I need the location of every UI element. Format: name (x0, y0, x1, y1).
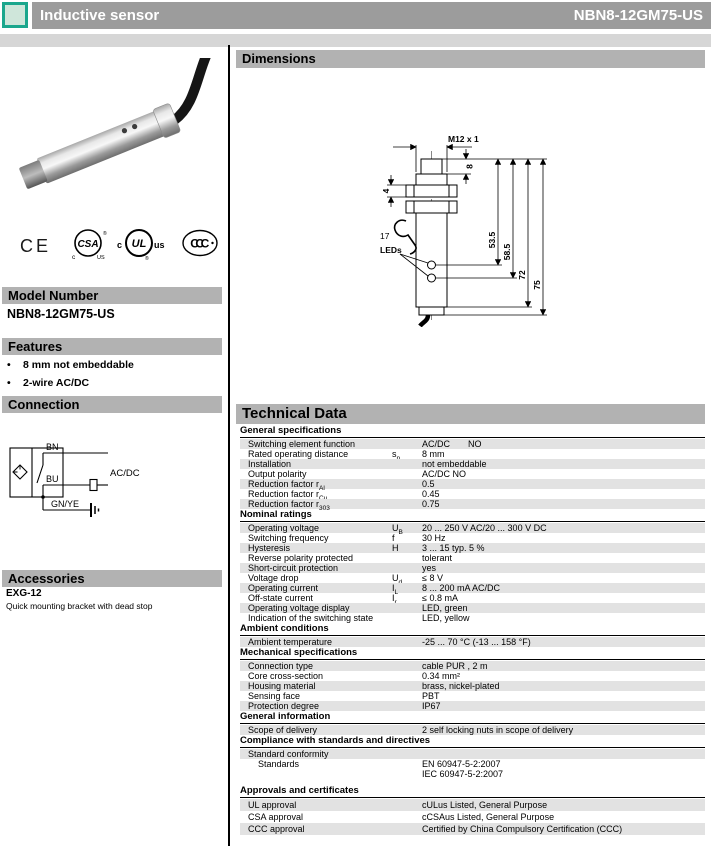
spec-row (240, 439, 705, 449)
cul-us-mark-icon (117, 230, 165, 262)
spec-row (240, 759, 705, 779)
spec-value: 3 ... 15 typ. 5 % (422, 543, 485, 553)
spec-label: Connection type (248, 661, 314, 671)
spec-section-title: Compliance with standards and directives (240, 735, 705, 748)
dim-75-label: 75 (532, 280, 542, 290)
spec-value: not embeddable (422, 459, 487, 469)
spec-label: Hysteresis (248, 543, 291, 553)
page-header (0, 2, 711, 29)
spec-value: -25 ... 70 °C (-13 ... 158 °F) (422, 637, 531, 647)
dim-58-5-label: 58.5 (502, 243, 512, 261)
spec-section (240, 711, 705, 735)
spec-symbol: s (392, 449, 397, 459)
spec-label: Operating voltage (248, 523, 320, 533)
header-substrip (0, 34, 711, 47)
accessory-name: EXG-12 (6, 588, 42, 599)
spec-value: Certified by China Compulsory Certification (CCC) (422, 824, 623, 834)
feature-item: • 2-wire AC/DC (7, 377, 90, 389)
spec-value: 2 self locking nuts in scope of delivery (422, 725, 574, 735)
spec-label: Reduction factor $r_{303}$ (248, 499, 330, 512)
spec-row (240, 691, 705, 701)
svg-text:®: ® (145, 256, 149, 262)
spec-label: Output polarity (248, 469, 307, 479)
leds-label: LEDs (380, 245, 402, 255)
spec-section-title: Mechanical specifications (240, 647, 705, 660)
spec-row (240, 489, 705, 499)
spec-section (240, 623, 705, 647)
brand-logo (0, 0, 32, 32)
spec-value: 0.5 (422, 479, 435, 489)
load-symbol (90, 480, 97, 491)
spec-row (240, 681, 705, 691)
dim-8-label: 8 (464, 164, 475, 169)
spec-row (240, 603, 705, 613)
spec-label: Sensing face (248, 691, 301, 701)
svg-text:CSA: CSA (77, 239, 99, 250)
spec-row (240, 637, 705, 647)
connection-diagram (8, 428, 168, 524)
spec-value: 30 Hz (422, 533, 446, 543)
spec-section-title: Nominal ratings (240, 509, 705, 522)
spec-row (240, 701, 705, 711)
spec-row (240, 459, 705, 469)
spec-label: Scope of delivery (248, 725, 318, 735)
spec-label: Switching frequency (248, 533, 329, 543)
spec-label: Protection degree (248, 701, 320, 711)
spec-row (240, 613, 705, 623)
spec-section (240, 425, 705, 512)
spec-label: Off-state current (248, 593, 313, 603)
spec-label: Core cross-section (248, 671, 324, 681)
supply-label: AC/DC (110, 468, 140, 479)
spec-value: cable PUR , 2 m (422, 661, 488, 671)
spec-symbol: H (392, 543, 399, 553)
sensor-outline (406, 159, 457, 315)
spec-label: Installation (248, 459, 292, 469)
spec-section-title: Ambient conditions (240, 623, 705, 636)
spec-label: Reverse polarity protected (248, 553, 354, 563)
switch-symbol (37, 465, 43, 483)
spec-value: 8 mm (422, 449, 445, 459)
spec-symbol: f (392, 533, 395, 543)
csa-mark-icon (72, 230, 107, 261)
model-number-heading: Model Number (2, 287, 222, 304)
ce-mark-icon: CE (20, 236, 52, 256)
spec-row (240, 725, 705, 735)
ground-symbol (91, 503, 99, 517)
junction-dot (41, 495, 45, 499)
spec-section-title: General information (240, 711, 705, 724)
accessory-description: Quick mounting bracket with dead stop (6, 601, 153, 611)
spec-row (240, 469, 705, 479)
spec-row (240, 563, 705, 573)
technical-data-heading: Technical Data (236, 404, 705, 424)
spec-row (240, 449, 705, 459)
spec-row (240, 799, 705, 811)
spec-symbol: $U_B$ (392, 523, 403, 536)
svg-text:c: c (117, 240, 123, 250)
spec-label: Operating voltage display (248, 603, 350, 613)
spec-row (240, 593, 705, 603)
led-indicator (428, 261, 436, 269)
led-indicator (428, 274, 436, 282)
spec-row (240, 573, 705, 583)
svg-text:c: c (72, 254, 76, 261)
cable (420, 315, 428, 326)
threaded-barrel (416, 213, 447, 307)
spec-value: 20 ... 250 V AC/20 ... 300 V DC (422, 523, 547, 533)
spec-row (240, 823, 705, 835)
spec-value: 0.34 mm² (422, 671, 461, 681)
spec-value: brass, nickel-plated (422, 681, 500, 691)
wire-label-bu: BU (46, 474, 59, 484)
spec-row (240, 479, 705, 492)
spec-value: cULus Listed, General Purpose (422, 800, 548, 810)
spec-value: tolerant (422, 553, 453, 563)
spec-label: Standards (258, 759, 300, 769)
header-model-number: NBN8-12GM75-US (573, 7, 703, 24)
spec-section (240, 647, 705, 711)
spec-value: LED, yellow (422, 613, 470, 623)
spec-value: ≤ 0.8 mA (422, 593, 458, 603)
certification-logos (10, 224, 222, 264)
spec-row (240, 583, 705, 596)
product-photo (10, 58, 215, 220)
bullet-icon: • (7, 377, 11, 389)
wrench-size-label: 17 (380, 231, 390, 241)
features-heading: Features (2, 338, 222, 355)
svg-text:US: US (97, 255, 105, 261)
svg-text:us: us (154, 240, 165, 250)
dim-72-label: 72 (517, 270, 527, 280)
feature-item: • 8 mm not embeddable (7, 359, 134, 371)
spec-value: yes (422, 563, 437, 573)
accessories-heading: Accessories (2, 570, 222, 587)
spec-section (240, 735, 705, 779)
spec-label: Voltage drop (248, 573, 299, 583)
sensor-body (10, 58, 215, 193)
spec-value: 0.75 (422, 499, 440, 509)
spec-value: AC/DC NO (422, 469, 467, 479)
spec-row (240, 749, 705, 759)
spec-label: CSA approval (248, 812, 304, 822)
features-list (7, 359, 219, 395)
dimension-drawing (378, 125, 560, 327)
spec-row (240, 499, 705, 512)
connection-heading: Connection (2, 396, 222, 413)
svg-text:UL: UL (131, 238, 147, 250)
spec-value: ≤ 8 V (422, 573, 443, 583)
bullet-icon: • (7, 359, 11, 371)
spec-label: Operating current (248, 583, 319, 593)
spec-value-2: NO (468, 439, 482, 449)
dim-53-5-label: 53.5 (487, 231, 497, 249)
spec-section (240, 509, 705, 623)
technical-data-table (240, 425, 705, 835)
page-title: Inductive sensor (40, 7, 160, 24)
dim-4-label: 4 (381, 188, 391, 194)
spec-value: 0.45 (422, 489, 440, 499)
spec-row (240, 661, 705, 671)
spec-value: 8 ... 200 mA AC/DC (422, 583, 501, 593)
spec-row (240, 811, 705, 823)
wire-label-bn: BN (46, 442, 59, 452)
spec-row (240, 533, 705, 543)
svg-text:CCC: CCC (190, 236, 206, 251)
spec-value: PBT (422, 691, 440, 701)
spec-label: Standard conformity (248, 749, 329, 759)
spec-label: Housing material (248, 681, 316, 691)
thread-label: M12 x 1 (448, 134, 479, 144)
wire-label-gnye: GN/YE (51, 499, 80, 509)
dimensions-heading: Dimensions (236, 50, 705, 68)
column-divider (228, 45, 230, 846)
spec-symbol: U (392, 573, 399, 583)
spec-label: Switching element function (248, 439, 356, 449)
dimension-lines (387, 145, 547, 315)
spec-label: CCC approval (248, 824, 305, 834)
spec-symbol: $I_L$ (392, 583, 399, 596)
spec-section (240, 785, 705, 835)
spec-value: LED, green (422, 603, 468, 613)
spec-value: cCSAus Listed, General Purpose (422, 812, 555, 822)
brand-logo-icon (2, 2, 28, 28)
model-number-value: NBN8-12GM75-US (7, 307, 115, 321)
spec-label: UL approval (248, 800, 297, 810)
spec-value: AC/DC (422, 439, 451, 449)
svg-text:®: ® (103, 231, 107, 237)
spec-section-title: General specifications (240, 425, 705, 438)
spec-label: Reduction factor r (248, 489, 320, 499)
spec-value: EN 60947-5-2:2007 IEC 60947-5-2:2007 (422, 759, 504, 779)
spec-row (240, 553, 705, 563)
spec-row (240, 671, 705, 681)
spec-label: Rated operating distance (248, 449, 349, 459)
spec-symbol: I (392, 593, 395, 603)
spec-section-title: Approvals and certificates (240, 785, 705, 798)
spec-label: Ambient temperature (248, 637, 333, 647)
product-photo-image (10, 58, 215, 220)
spec-label: Reduction factor $r_{Al}$ (248, 479, 325, 492)
spec-row (240, 543, 705, 553)
spec-row (240, 523, 705, 536)
spec-value: IP67 (422, 701, 441, 711)
spec-label: Indication of the switching state (248, 613, 374, 623)
spec-label: Short-circuit protection (248, 563, 339, 573)
ccc-mark-icon (183, 231, 217, 256)
